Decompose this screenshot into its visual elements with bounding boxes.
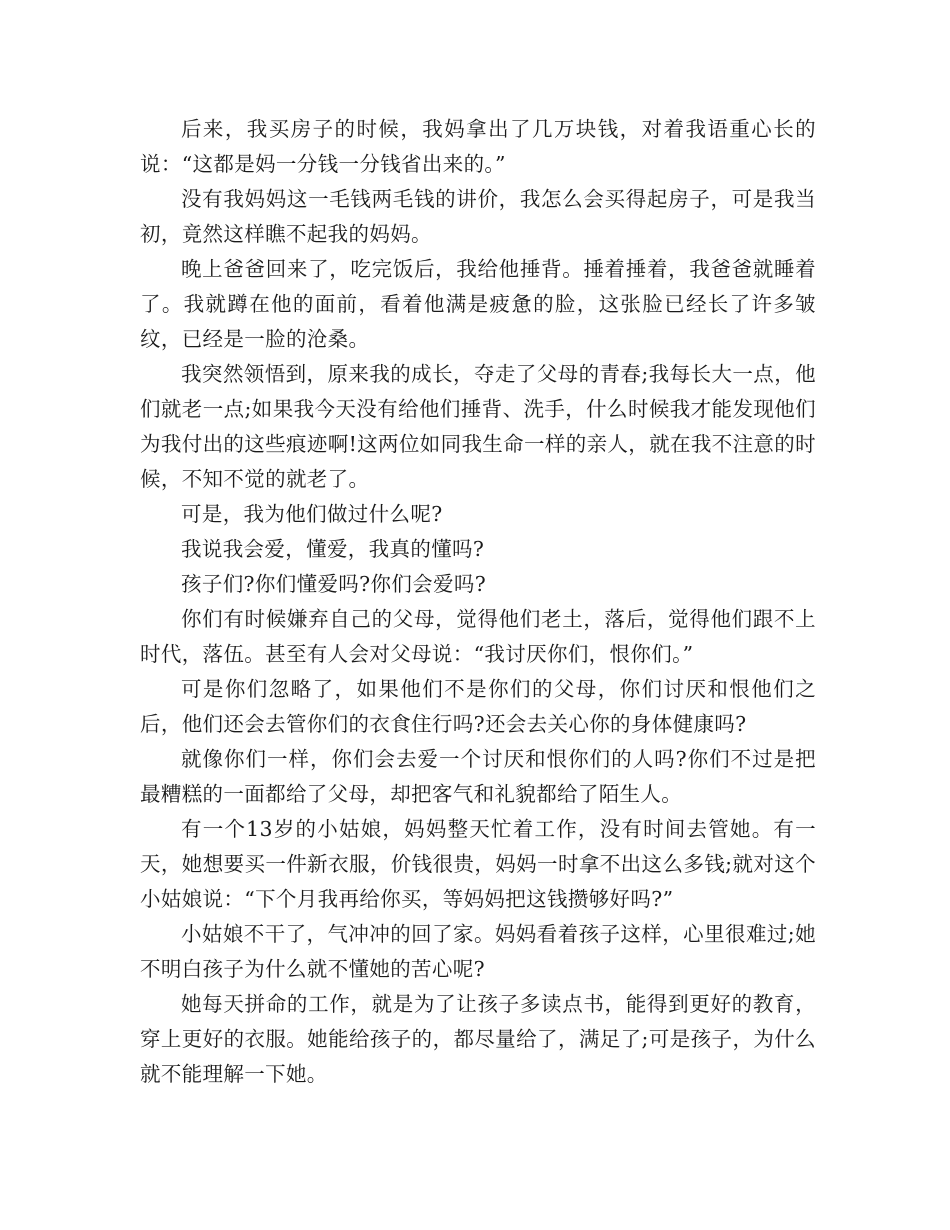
paragraph: 我突然领悟到，原来我的成长，夺走了父母的青春;我每长大一点，他们就老一点;如果我今天没有给他们捶背、洗手，什么时候我才能发现他们为我付出的这些痕迹啊!这两位如同我生命一样的亲人，就在我不注意的时候，不知不觉的就老了。 [140,362,816,491]
paragraph: 你们有时候嫌弃自己的父母，觉得他们老土，落后，觉得他们跟不上时代，落伍。甚至有人会对父母说：“我讨厌你们，恨你们。” [140,607,816,666]
paragraph: 她每天拼命的工作，就是为了让孩子多读点书，能得到更好的教育，穿上更好的衣服。她能给孩子的，都尽量给了，满足了;可是孩子，为什么就不能理解一下她。 [140,992,816,1086]
paragraph: 有一个13岁的小姑娘，妈妈整天忙着工作，没有时间去管她。有一天，她想要买一件新衣服，价钱很贵，妈妈一时拿不出这么多钱;就对这个小姑娘说：“下个月我再给你买，等妈妈把这钱攒够好吗?” [140,817,816,911]
paragraph: 我说我会爱，懂爱，我真的懂吗? [181,537,485,561]
paragraph: 没有我妈妈这一毛钱两毛钱的讲价，我怎么会买得起房子，可是我当初，竟然这样瞧不起我的妈妈。 [140,187,816,246]
paragraph: 后来，我买房子的时候，我妈拿出了几万块钱，对着我语重心长的说：“这都是妈一分钱一分钱省出来的。” [140,117,816,176]
paragraph: 就像你们一样，你们会去爱一个讨厌和恨你们的人吗?你们不过是把最糟糕的一面都给了父母，却把客气和礼貌都给了陌生人。 [140,747,816,806]
paragraph: 可是你们忽略了，如果他们不是你们的父母，你们讨厌和恨他们之后，他们还会去管你们的衣食住行吗?还会去关心你的身体健康吗? [140,677,816,736]
document-body [140,112,816,1092]
paragraph: 晚上爸爸回来了，吃完饭后，我给他捶背。捶着捶着，我爸爸就睡着了。我就蹲在他的面前，看着他满是疲惫的脸，这张脸已经长了许多皱纹，已经是一脸的沧桑。 [140,257,816,351]
paragraph: 孩子们?你们懂爱吗?你们会爱吗? [181,572,487,596]
paragraph: 小姑娘不干了，气冲冲的回了家。妈妈看着孩子这样，心里很难过;她不明白孩子为什么就不懂她的苦心呢? [140,922,816,981]
paragraph: 可是，我为他们做过什么呢? [181,502,443,526]
